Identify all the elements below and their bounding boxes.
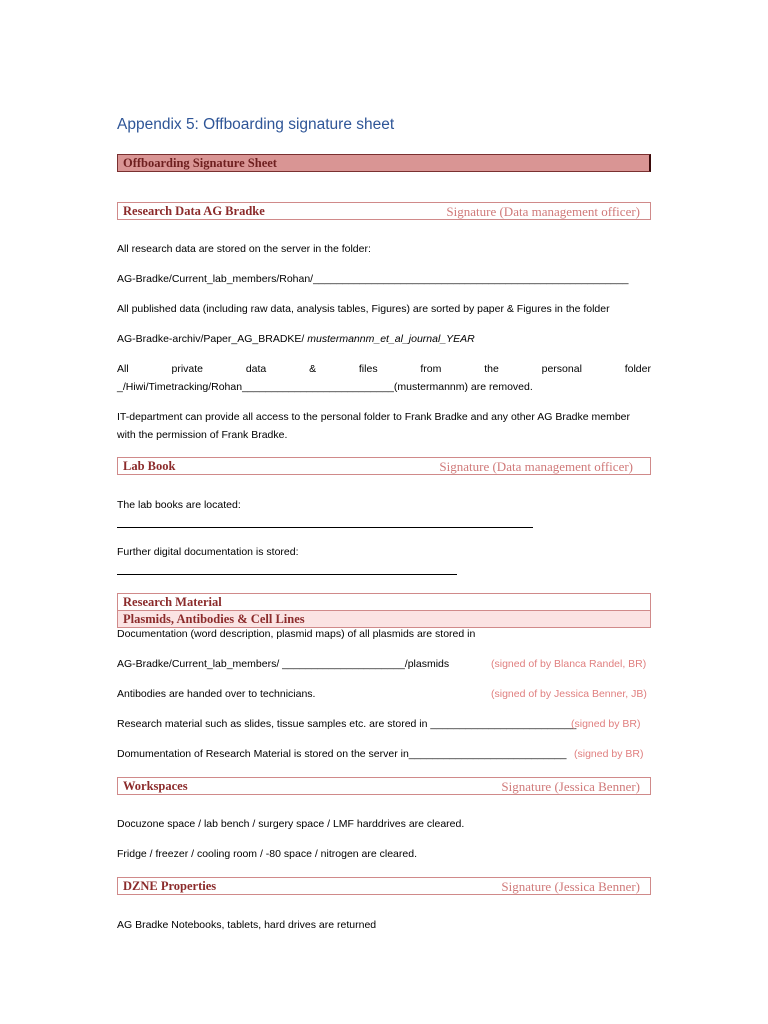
research-material-text-3: Antibodies are handed over to technicians. [117,688,316,700]
word: personal [541,363,582,375]
word: folder [624,363,651,375]
workspaces-label: Workspaces [123,779,188,793]
research-data-path: AG-Bradke-archiv/Paper_AG_BRADKE/ [117,333,308,345]
research-data-text-4 [117,333,475,345]
lab-book-header [117,457,651,475]
research-material-sig-4: (signed by BR) [571,718,641,730]
plasmids-header [117,610,651,628]
sheet-header-label: Offboarding Signature Sheet [123,156,277,170]
lab-book-blank-line-1 [117,527,533,528]
research-data-text-3: All published data (including raw data, analysis tables, Figures) are sorted by paper & Figures in the folder [117,303,610,315]
research-material-text-5: Domumentation of Research Material is stored on the server in___________________________ [117,748,567,760]
lab-book-text-2: Further digital documentation is stored: [117,546,299,558]
research-data-label: Research Data AG Bradke [123,204,265,218]
word: the [484,363,499,375]
research-data-text-6-line-2: with the permission of Frank Bradke. [117,429,288,441]
research-material-header [117,593,651,611]
research-material-sig-2: (signed of by Blanca Randel, BR) [491,658,647,670]
research-data-path-italic: mustermannm_et_al_journal_YEAR [307,333,475,345]
dzne-header [117,877,651,895]
sheet-header [117,154,651,172]
research-data-text-5-line-2: _/Hiwi/Timetracking/Rohan__________________________(mustermannm) are removed. [117,381,533,393]
lab-book-text-1: The lab books are located: [117,499,241,511]
research-material-label: Research Material [123,595,222,609]
workspaces-signature: Signature (Jessica Benner) [501,779,640,794]
research-material-sig-3: (signed of by Jessica Benner, JB) [491,688,647,700]
dzne-text-1: AG Bradke Notebooks, tablets, hard drives are returned [117,919,377,931]
word: files [358,363,378,375]
word: All [117,363,129,375]
word: & [309,363,317,375]
word: private [171,363,203,375]
research-material-sig-5: (signed by BR) [574,748,644,760]
workspaces-header [117,777,651,795]
research-material-text-2: AG-Bradke/Current_lab_members/ _____________________/plasmids [117,658,450,670]
dzne-label: DZNE Properties [123,879,217,893]
word: data [245,363,267,375]
lab-book-signature: Signature (Data management officer) [439,459,633,474]
workspaces-text-2: Fridge / freezer / cooling room / -80 space / nitrogen are cleared. [117,848,417,860]
research-data-text-1: All research data are stored on the server in the folder: [117,243,371,255]
workspaces-text-1: Docuzone space / lab bench / surgery space / LMF harddrives are cleared. [117,818,465,830]
research-data-header [117,202,651,220]
page-title: Appendix 5: Offboarding signature sheet [117,116,395,133]
research-material-text-1: Documentation (word description, plasmid maps) of all plasmids are stored in [117,628,476,640]
research-data-signature: Signature (Data management officer) [446,204,640,219]
lab-book-blank-line-2 [117,574,457,575]
research-data-text-2: AG-Bradke/Current_lab_members/Rohan/______________________________________________________ [117,273,629,285]
lab-book-label: Lab Book [123,459,176,473]
dzne-signature: Signature (Jessica Benner) [501,879,640,894]
plasmids-label: Plasmids, Antibodies & Cell Lines [123,612,305,626]
research-data-text-5-line-1 [117,363,651,375]
research-data-text-6-line-1: IT-department can provide all access to the personal folder to Frank Bradke and any other AG Bradke member [117,411,631,423]
research-material-text-4: Research material such as slides, tissue samples etc. are stored in _________________________ [117,718,577,730]
word: from [420,363,442,375]
